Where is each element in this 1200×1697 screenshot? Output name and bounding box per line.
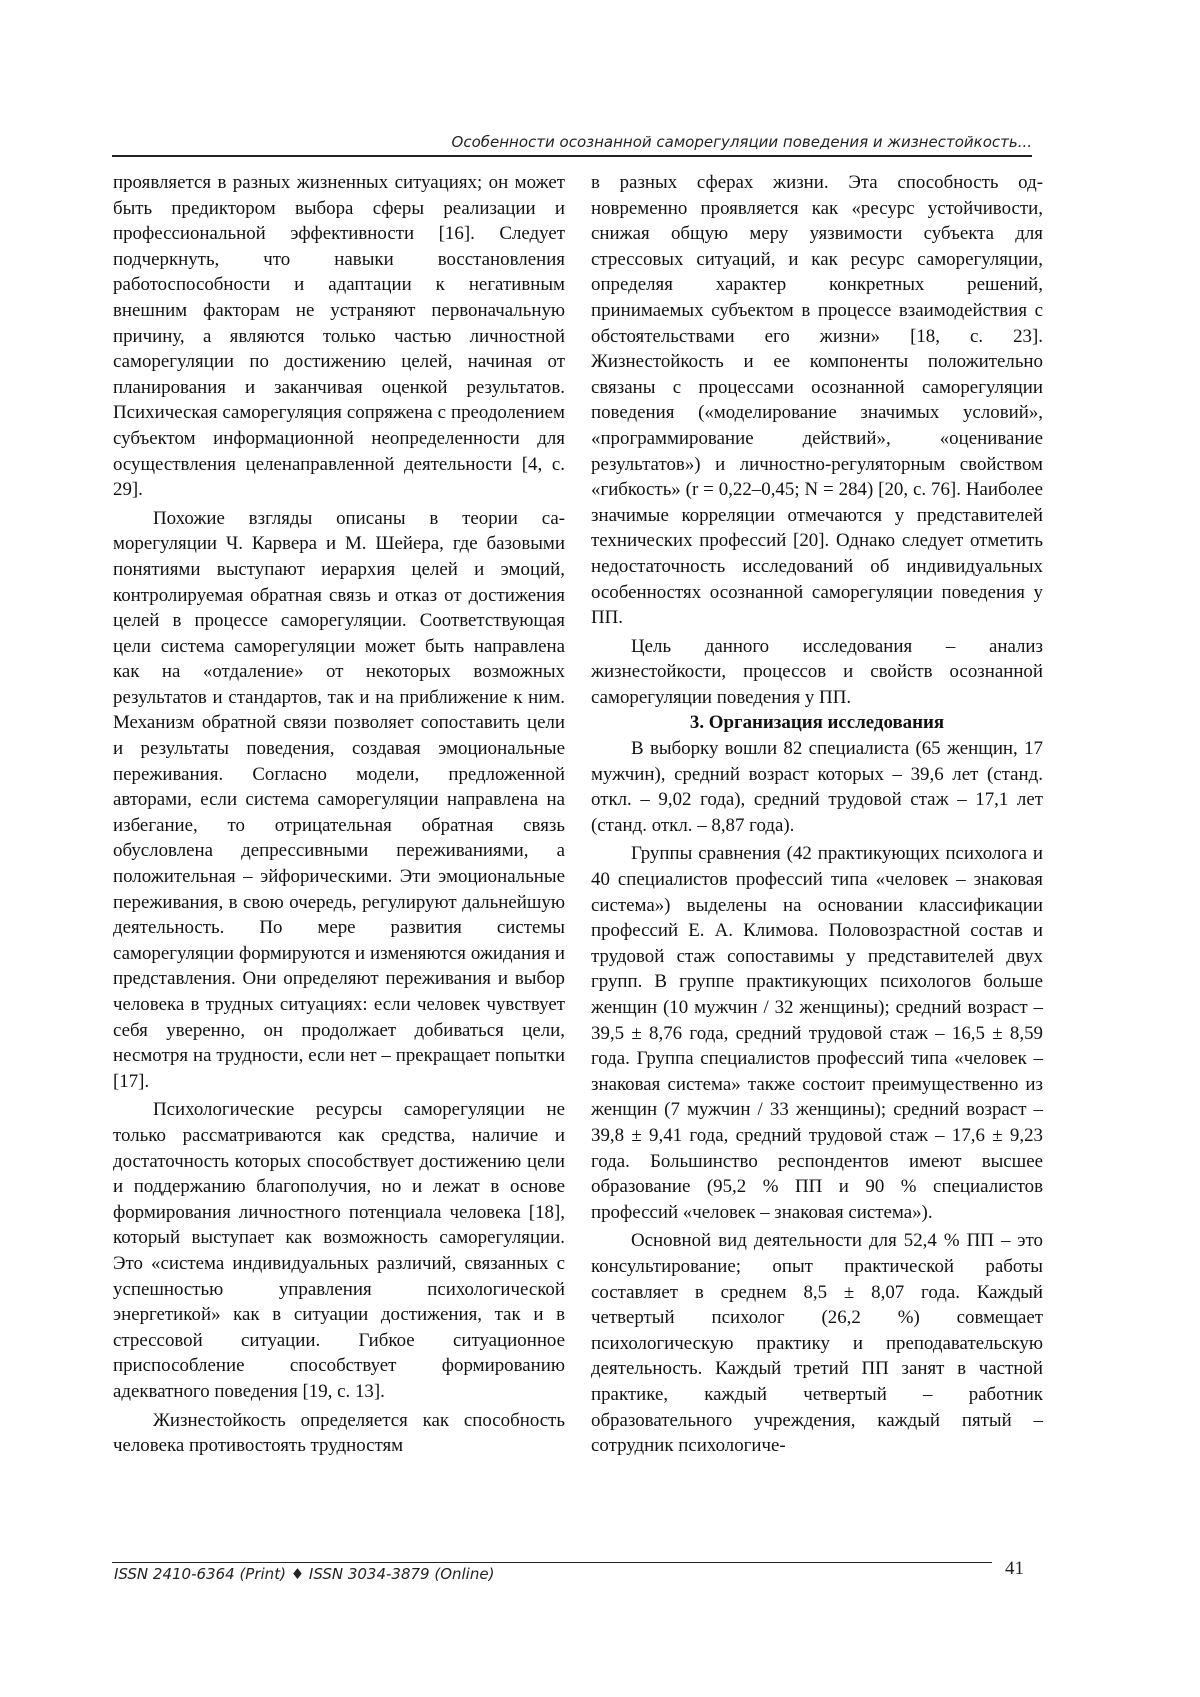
page-number: 41 [1005, 1558, 1024, 1579]
left-paragraph-4: Жизнестойкость определяется как способность человека противостоять трудностям [113, 1409, 565, 1457]
right-paragraph-2: Цель данного исследования – анализ жизнестойкости, процессов и свойств осознанной саморегуляции поведения у ПП. [591, 635, 1043, 708]
right-paragraph-5: Основной вид деятельности для 52,4 % ПП – это консультирование; опыт практической работы составляет в среднем 8,5 ± 8,07 года. Каждый четвертый психолог (26,2 %) совмещает психологическую практику и преподавательскую деятельность. Каждый третий ПП занят в частной практике, каждый четвертый – работник образовательного учреждения, каждый пятый – сотрудник психологиче- [591, 1230, 1043, 1457]
left-paragraph-3: Психологические ресурсы саморегуляции не только рассматриваются как средства, наличие и достаточность которых способствует достижению цели и поддержанию благополучия, но и лежат в основе формирования личностного потенциала человека [18], который выступает как возможность саморегуляции. Это «система индивидуальных различий, связанных с успешностью управления психологической энергетикой» как в ситуации достижения, так и в стрессовой ситуации. Гибкое ситуационное приспособление способствует формированию адекватного поведения [19, с. 13]. [113, 1099, 565, 1402]
left-paragraph-2: Похожие взгляды описаны в теории саморегуляции Ч. Карвера и М. Шейера, где базовыми понятиями выступают иерархия целей и эмоций, контролируемая обратная связь и отказ от достижения целей в процессе саморегуляции. Соответствующая цели система саморегуляции может быть направлена как на «отдаление» от некоторых возможных результатов и стандартов, так и на приближение к ним. Механизм обратной связи позволяет сопоставить цели и результаты поведения, создавая эмоциональные переживания. Согласно модели, предложенной авторами, если система саморегуляции направлена на избегание, то отрицательная обратная связь обусловлена депрессивными переживаниями, а положительная – эйфорическими. Эти эмоциональные переживания, в свою очередь, регулируют дальнейшую деятельность. По мере развития системы саморегуляции формируются и изменяются ожидания и представления. Они определяют переживания и выбор человека в трудных ситуациях: если человек чувствует себя уверенно, он продолжает добиваться цели, несмотря на трудности, если нет – прекращает попытки [17]. [113, 507, 565, 1092]
running-header: Особенности осознанной саморегуляции поведения и жизнестойкость... [112, 133, 1032, 157]
left-column [113, 170, 565, 1459]
footer-issn: ISSN 2410-6364 (Print) ♦ ISSN 3034-3879 (Online) [114, 1565, 495, 1583]
right-paragraph-1: в разных сферах жизни. Эта способность одновременно проявляется как «ресурс устойчивости, снижая общую меру уязвимости субъекта для стрессовых ситуаций, и как ресурс саморегуляции, определяя характер конкретных решений, принимаемых субъектом в процессе взаимодействия с обстоятельствами его жизни» [18, с. 23]. Жизнестойкость и ее компоненты положительно связаны с процессами осознанной саморегуляции поведения («моделирование значимых условий», «программирование действий», «оценивание результатов») и личностно-регуляторным свойством «гибкость» (r = 0,22–0,45; N = 284) [20, с. 76]. Наиболее значимые корреляции отмечаются у представителей технических профессий [20]. Однако следует отметить недостаточность исследований об индивидуальных особенностях осознанной саморегуляции поведения у ПП. [591, 172, 1043, 629]
left-paragraph-1: проявляется в разных жизненных ситуациях; он может быть предиктором выбора сферы реализации и профессиональной эффективности [16]. Следует подчеркнуть, что навыки восстановления работоспособности и адаптации к негативным внешним факторам не устраняют первоначальную причину, а являются только частью личностной саморегуляции по достижению целей, начиная от планирования и заканчивая оценкой результатов. Психическая саморегуляция сопряжена с преодолением субъектом информационной неопределенности для осуществления целенаправленной деятельности [4, с. 29]. [113, 172, 565, 501]
right-column [591, 170, 1043, 1459]
right-paragraph-4: Группы сравнения (42 практикующих психолога и 40 специалистов профессий типа «человек – знаковая система») выделены на основании классификации профессий Е. А. Климова. Половозрастной состав и трудовой стаж сопоставимы у представителей двух групп. В группе практикующих психологов больше женщин (10 мужчин / 32 женщины); средний возраст – 39,5 ± 8,76 года, средний трудовой стаж – 16,5 ± 8,59 года. Группа специалистов профессий типа «человек – знаковая система» также состоит преимущественно из женщин (7 мужчин / 33 женщины); средний возраст – 39,8 ± 9,41 года, средний трудовой стаж – 17,6 ± 9,23 года. Большинство респондентов имеют высшее образование (95,2 % ПП и 90 % специалистов профессий «человек – знаковая система»). [591, 843, 1043, 1223]
footer-divider [112, 1562, 992, 1563]
section-heading: 3. Организация исследования [689, 712, 945, 734]
right-paragraph-3: В выборку вошли 82 специалиста (65 женщин, 17 мужчин), средний возраст которых – 39,6 лет (станд. откл. – 9,02 года), средний трудовой стаж – 17,1 лет (станд. откл. – 8,87 года). [591, 738, 1043, 836]
